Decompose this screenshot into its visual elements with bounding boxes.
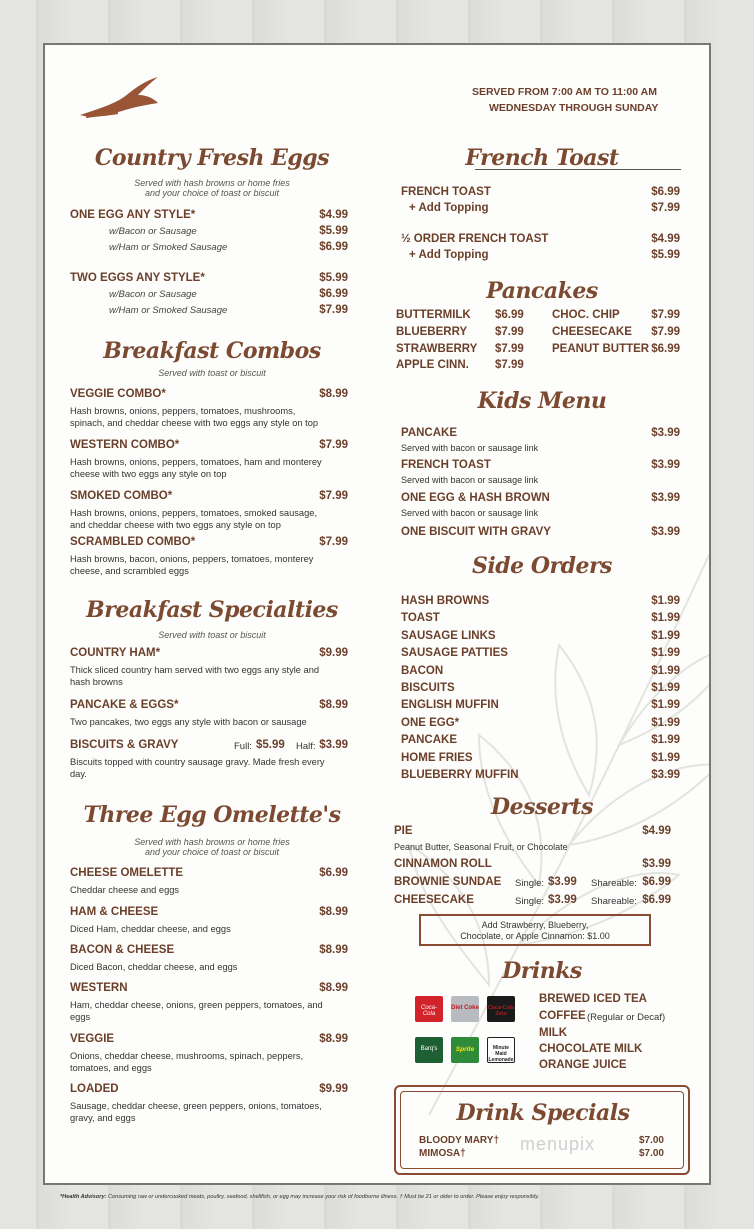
side-order-price: $1.99 [651, 734, 680, 746]
side-order-name: HASH BROWNS [401, 595, 490, 607]
menu-item-name: WESTERN COMBO* [70, 439, 180, 451]
menu-item-description: Served with bacon or sausage link [401, 508, 539, 518]
menu-item-price: $6.99 [319, 241, 348, 253]
menu-item-name: VEGGIE COMBO* [70, 388, 166, 400]
section-title-side-orders: Side Orders [472, 553, 612, 579]
menu-item-price: $3.99 [548, 876, 577, 888]
menu-item-price: $4.99 [651, 233, 680, 245]
menu-item-name: TWO EGGS ANY STYLE* [70, 272, 205, 284]
menu-item-description: Served with bacon or sausage link [401, 475, 539, 485]
pancake-price: $7.99 [495, 359, 524, 371]
menu-item-price: $5.99 [651, 249, 680, 261]
health-advisory-label: *Health Advisory: [60, 1194, 107, 1200]
price-label: Shareable: [591, 878, 637, 889]
menu-item-description: Biscuits topped with country sausage gravy. Made fresh every [70, 757, 325, 767]
menu-item-price: $8.99 [319, 699, 348, 711]
side-order-price: $1.99 [651, 752, 680, 764]
menu-item-price: $6.99 [319, 867, 348, 879]
pancake-price: $7.99 [651, 326, 680, 338]
menu-item-description: Onions, cheddar cheese, mushrooms, spinach, peppers, [70, 1051, 304, 1061]
menu-item-name: CHEESECAKE [394, 894, 474, 906]
pancake-price: $6.99 [495, 309, 524, 321]
menu-item-description: Thick sliced country ham served with two eggs any style and [70, 665, 320, 675]
menu-item-description: Cheddar cheese and eggs [70, 885, 180, 895]
menu-item-description: gravy, and eggs [70, 1113, 136, 1123]
menu-item-description: Hash browns, onions, peppers, tomatoes, mushrooms, [70, 406, 296, 416]
menu-item-name: PIE [394, 825, 413, 837]
menu-item-price: $6.99 [642, 876, 671, 888]
side-order-price: $1.99 [651, 699, 680, 711]
coke-zero-logo: Coca-Cola Zero [487, 996, 515, 1022]
menu-item-price: $3.99 [548, 894, 577, 906]
drink-item: MILK [539, 1027, 568, 1039]
side-order-name: BACON [401, 665, 444, 677]
menu-item-description: spinach, and cheddar cheese with two eggs any style on top [70, 418, 319, 428]
side-order-price: $1.99 [651, 717, 680, 729]
menu-item-name: PANCAKE [401, 427, 458, 439]
menu-item-price: $8.99 [319, 944, 348, 956]
menu-item-description: Sausage, cheddar cheese, green peppers, onions, tomatoes, [70, 1101, 322, 1111]
menu-item-description: cheese, and scrambled eggs [70, 566, 189, 576]
menu-item-name: VEGGIE [70, 1033, 115, 1045]
barqs-logo: Barq's [415, 1037, 443, 1063]
menu-item-name: ONE EGG ANY STYLE* [70, 209, 196, 221]
menu-card [43, 43, 711, 1185]
drink-note: (Regular or Decaf) [587, 1012, 666, 1023]
menu-item-price: $3.99 [651, 427, 680, 439]
dessert-add-on-box [419, 914, 651, 946]
menu-item-name: LOADED [70, 1083, 119, 1095]
sprite-logo: Sprite [451, 1037, 479, 1063]
menu-item-name: FRENCH TOAST [401, 459, 491, 471]
section-subtitle: Served with hash browns or home fries [134, 837, 290, 847]
menu-item-description: tomatoes, and eggs [70, 1063, 152, 1073]
health-advisory-text: Consuming raw or undercooked meats, poultry, seafood, shellfish, or egg may increase your risk of foodborne illness. † Must be 21 or older to order. Please enjoy responsibly. [107, 1194, 540, 1200]
menu-item-description: Peanut Butter, Seasonal Fruit, or Chocolate [394, 842, 568, 852]
price-label: Single: [515, 878, 545, 889]
menu-item-price: $5.99 [319, 225, 348, 237]
menu-item-price: $8.99 [319, 388, 348, 400]
side-order-price: $1.99 [651, 595, 680, 607]
side-order-price: $1.99 [651, 630, 680, 642]
side-order-name: ONE EGG* [401, 717, 460, 729]
menu-item-price: $7.99 [319, 304, 348, 316]
menu-item-description: and cheddar cheese with two eggs any style on top [70, 520, 281, 530]
section-subtitle: Served with hash browns or home fries [134, 178, 290, 188]
menu-item-name: BACON & CHEESE [70, 944, 175, 956]
section-subtitle: and your choice of toast or biscuit [144, 188, 280, 198]
menu-item-price: $8.99 [319, 1033, 348, 1045]
menu-item-price: $3.99 [651, 526, 680, 538]
menu-item-price: $7.99 [319, 536, 348, 548]
menu-item-price: $7.99 [651, 202, 680, 214]
menu-item-description: hash browns [70, 677, 123, 687]
section-subtitle: and your choice of toast or biscuit [144, 847, 280, 857]
menu-item-option: w/Ham or Smoked Sausage [109, 242, 228, 253]
section-subtitle: Served with toast or biscuit [158, 368, 266, 378]
menu-item-price: $7.99 [319, 439, 348, 451]
side-order-name: PANCAKE [401, 734, 458, 746]
pancake-name: CHOC. CHIP [552, 309, 620, 321]
pancake-name: STRAWBERRY [396, 343, 478, 355]
section-title-kids-menu: Kids Menu [477, 388, 607, 414]
pancake-name: BUTTERMILK [396, 309, 471, 321]
menu-item-name: + Add Topping [409, 202, 489, 214]
menu-item-price: $8.99 [319, 906, 348, 918]
drink-item: COFFEE [539, 1010, 586, 1022]
menu-item-description: Served with bacon or sausage link [401, 443, 539, 453]
section-title-breakfast-combos: Breakfast Combos [103, 338, 321, 364]
menu-item-description: Diced Ham, cheddar cheese, and eggs [70, 924, 231, 934]
side-order-price: $1.99 [651, 665, 680, 677]
side-order-name: SAUSAGE LINKS [401, 630, 496, 642]
section-title-country-fresh-eggs: Country Fresh Eggs [94, 145, 330, 171]
menu-item-name: COUNTRY HAM* [70, 647, 161, 659]
side-order-price: $1.99 [651, 612, 680, 624]
watermark-text: menupix [520, 1134, 596, 1154]
menu-item-price: $3.99 [642, 858, 671, 870]
side-order-name: SAUSAGE PATTIES [401, 647, 508, 659]
pancake-name: APPLE CINN. [396, 359, 469, 371]
side-order-price: $3.99 [651, 769, 680, 781]
menu-item-name: CHEESE OMELETTE [70, 867, 184, 879]
menu-item-price: $3.99 [651, 459, 680, 471]
drink-item: CHOCOLATE MILK [539, 1043, 643, 1055]
menu-item-price: $3.99 [651, 492, 680, 504]
menu-item-name: PANCAKE & EGGS* [70, 699, 179, 711]
hours-line-1: SERVED FROM 7:00 AM TO 11:00 AM [472, 86, 657, 98]
section-title-pancakes: Pancakes [486, 278, 598, 304]
side-order-name: ENGLISH MUFFIN [401, 699, 499, 711]
side-order-name: BLUEBERRY MUFFIN [401, 769, 519, 781]
menu-item-description: Ham, cheddar cheese, onions, green peppers, tomatoes, and [70, 1000, 323, 1010]
menu-item-price: $8.99 [319, 982, 348, 994]
menu-item-option: w/Bacon or Sausage [109, 289, 197, 300]
pancake-price: $7.99 [651, 309, 680, 321]
menu-item-description: Hash browns, onions, peppers, tomatoes, ham and monterey [70, 457, 322, 467]
menu-item-price: $4.99 [319, 209, 348, 221]
menu-item-name: FRENCH TOAST [401, 186, 491, 198]
hours-line-2: WEDNESDAY THROUGH SUNDAY [489, 102, 659, 114]
menu-item-name: BROWNIE SUNDAE [394, 876, 502, 888]
menu-item-name: + Add Topping [409, 249, 489, 261]
pelican-bird-icon [78, 75, 162, 121]
section-title-desserts: Desserts [491, 794, 593, 820]
side-order-name: HOME FRIES [401, 752, 473, 764]
section-title-breakfast-specialties: Breakfast Specialties [86, 597, 338, 623]
minute-maid-logo: Minute Maid Lemonade [487, 1037, 515, 1063]
menu-item-name: BISCUITS & GRAVY [70, 739, 179, 751]
price-label: Single: [515, 896, 545, 907]
coca-cola-logo: Coca-Cola [415, 996, 443, 1022]
pancake-price: $7.99 [495, 326, 524, 338]
menu-item-option: w/Ham or Smoked Sausage [109, 305, 228, 316]
menu-item-price: $6.99 [319, 288, 348, 300]
menu-item-description: eggs [70, 1012, 91, 1022]
price-label: Shareable: [591, 896, 637, 907]
side-order-name: TOAST [401, 612, 440, 624]
menu-item-name: CINNAMON ROLL [394, 858, 492, 870]
section-title-omelettes: Three Egg Omelette's [83, 802, 341, 828]
menu-item-price: $9.99 [319, 647, 348, 659]
side-order-price: $1.99 [651, 647, 680, 659]
price-label: Half: [296, 741, 316, 752]
menu-item-option: w/Bacon or Sausage [109, 226, 197, 237]
drink-special-price: $7.00 [638, 1148, 664, 1159]
pancake-price: $6.99 [651, 343, 680, 355]
side-order-price: $1.99 [651, 682, 680, 694]
add-on-line: Chocolate, or Apple Cinnamon: $1.00 [460, 931, 610, 941]
menu-item-name: ONE EGG & HASH BROWN [401, 492, 550, 504]
drink-specials-box [394, 1085, 690, 1175]
drink-item: ORANGE JUICE [539, 1059, 627, 1071]
menu-item-price: $6.99 [651, 186, 680, 198]
drink-special-name: MIMOSA† [419, 1148, 466, 1159]
add-on-line: Add Strawberry, Blueberry, [481, 920, 589, 930]
menu-item-price: $7.99 [319, 490, 348, 502]
menu-item-description: cheese with two eggs any style on top [70, 469, 227, 479]
section-title-drinks: Drinks [502, 958, 582, 984]
menu-item-name: ½ ORDER FRENCH TOAST [401, 233, 549, 245]
menu-item-description: Hash browns, bacon, onions, peppers, tomatoes, monterey [70, 554, 314, 564]
pancake-name: BLUEBERRY [396, 326, 468, 338]
menu-item-name: HAM & CHEESE [70, 906, 159, 918]
price-label: Full: [234, 741, 252, 752]
menu-item-price: $9.99 [319, 1083, 348, 1095]
menu-item-price: $5.99 [256, 739, 285, 751]
menu-item-description: Two pancakes, two eggs any style with bacon or sausage [70, 717, 307, 727]
menu-item-price: $6.99 [642, 894, 671, 906]
health-advisory [60, 1194, 700, 1200]
menu-item-name: ONE BISCUIT WITH GRAVY [401, 526, 551, 538]
menu-item-description: day. [70, 769, 87, 779]
side-order-name: BISCUITS [401, 682, 455, 694]
section-subtitle: Served with toast or biscuit [158, 630, 266, 640]
menu-item-price: $4.99 [642, 825, 671, 837]
menu-item-name: SCRAMBLED COMBO* [70, 536, 196, 548]
pancake-name: CHEESECAKE [552, 326, 632, 338]
drink-item: BREWED ICED TEA [539, 993, 647, 1005]
drink-special-price: $7.00 [638, 1135, 664, 1146]
menu-item-description: Hash browns, onions, peppers, tomatoes, smoked sausage, [70, 508, 318, 518]
section-title-drink-specials: Drink Specials [456, 1100, 630, 1126]
menu-item-price: $3.99 [319, 739, 348, 751]
section-title-french-toast: French Toast [465, 145, 619, 171]
menu-item-price: $5.99 [319, 272, 348, 284]
pancake-name: PEANUT BUTTER [552, 343, 650, 355]
menu-item-description: Diced Bacon, cheddar cheese, and eggs [70, 962, 238, 972]
diet-coke-logo: Diet Coke [451, 996, 479, 1022]
pancake-price: $7.99 [495, 343, 524, 355]
menu-item-name: WESTERN [70, 982, 128, 994]
drink-special-name: BLOODY MARY† [419, 1135, 500, 1146]
menu-item-name: SMOKED COMBO* [70, 490, 173, 502]
